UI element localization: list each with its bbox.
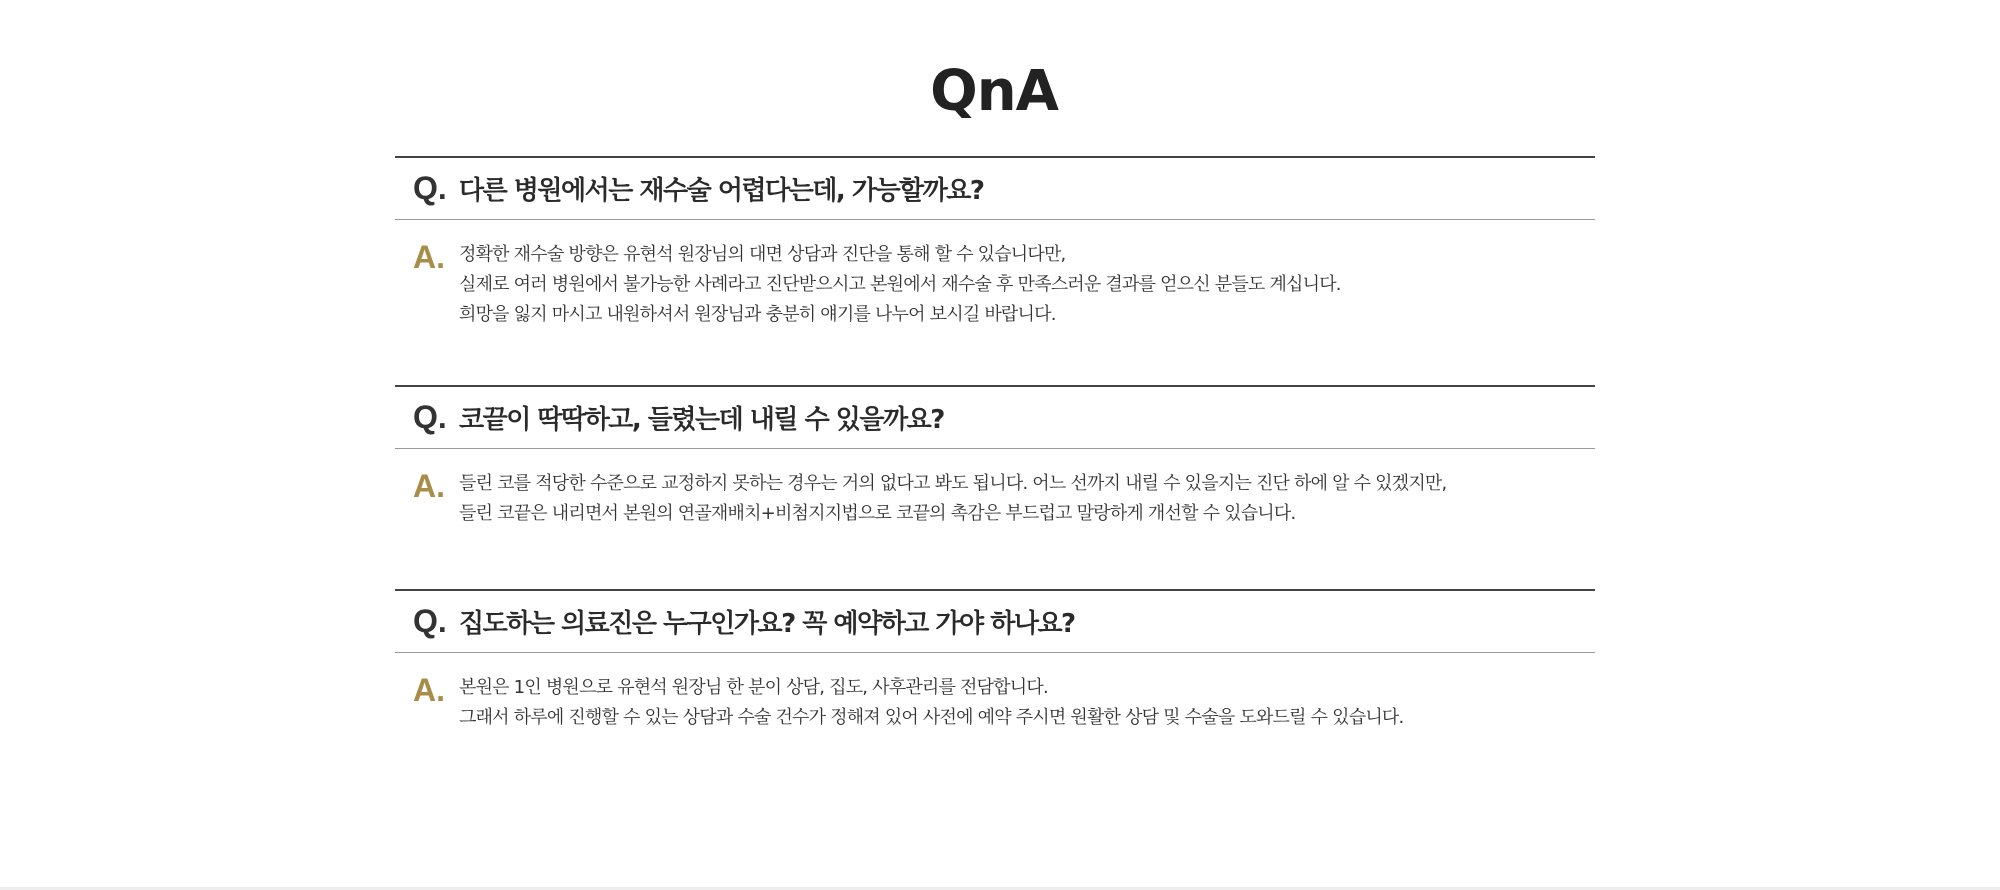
- question-row[interactable]: [395, 589, 1595, 653]
- answer-row: [395, 653, 1595, 733]
- question-row[interactable]: [395, 385, 1595, 449]
- answer-line: 본원은 1인 병원으로 유현석 원장님 한 분이 상담, 집도, 사후관리를 전담합니다.: [459, 677, 1048, 698]
- qa-item: [395, 385, 1595, 529]
- question-text: 코끝이 딱딱하고, 들렸는데 내릴 수 있을까요?: [459, 405, 944, 435]
- question-text: 집도하는 의료진은 누구인가요? 꼭 예약하고 가야 하나요?: [459, 609, 1075, 639]
- answer-line: 그래서 하루에 진행할 수 있는 상담과 수술 건수가 정해져 있어 사전에 예약 주시면 원활한 상담 및 수술을 도와드릴 수 있습니다.: [459, 707, 1404, 728]
- question-text: 다른 병원에서는 재수술 어렵다는데, 가능할까요?: [459, 176, 984, 206]
- page-title: QnA: [930, 59, 1058, 124]
- answer-mark: A.: [413, 468, 445, 504]
- answer-line: 들린 코끝은 내리면서 본원의 연골재배치+비첨지지법으로 코끝의 촉감은 부드럽고 말랑하게 개선할 수 있습니다.: [459, 503, 1296, 524]
- question-mark: Q.: [413, 399, 447, 435]
- answer-mark: A.: [413, 239, 445, 275]
- qa-item: [395, 589, 1595, 733]
- answer-line: 희망을 잃지 마시고 내원하셔서 원장님과 충분히 얘기를 나누어 보시길 바랍니다.: [459, 304, 1056, 325]
- answer-row: [395, 220, 1595, 330]
- answer-text: [459, 240, 1341, 330]
- question-mark: Q.: [413, 170, 447, 206]
- question-mark: Q.: [413, 603, 447, 639]
- answer-line: 실제로 여러 병원에서 불가능한 사례라고 진단받으시고 본원에서 재수술 후 만족스러운 결과를 얻으신 분들도 계십니다.: [459, 274, 1341, 295]
- answer-mark: A.: [413, 672, 445, 708]
- answer-line: 정확한 재수술 방향은 유현석 원장님의 대면 상담과 진단을 통해 할 수 있습니다만,: [459, 244, 1066, 265]
- answer-text: [459, 469, 1446, 529]
- answer-row: [395, 449, 1595, 529]
- qa-item: [395, 156, 1595, 330]
- question-row[interactable]: [395, 156, 1595, 220]
- answer-text: [459, 673, 1403, 733]
- answer-line: 들린 코를 적당한 수준으로 교정하지 못하는 경우는 거의 없다고 봐도 됩니다. 어느 선까지 내릴 수 있을지는 진단 하에 알 수 있겠지만,: [459, 473, 1447, 494]
